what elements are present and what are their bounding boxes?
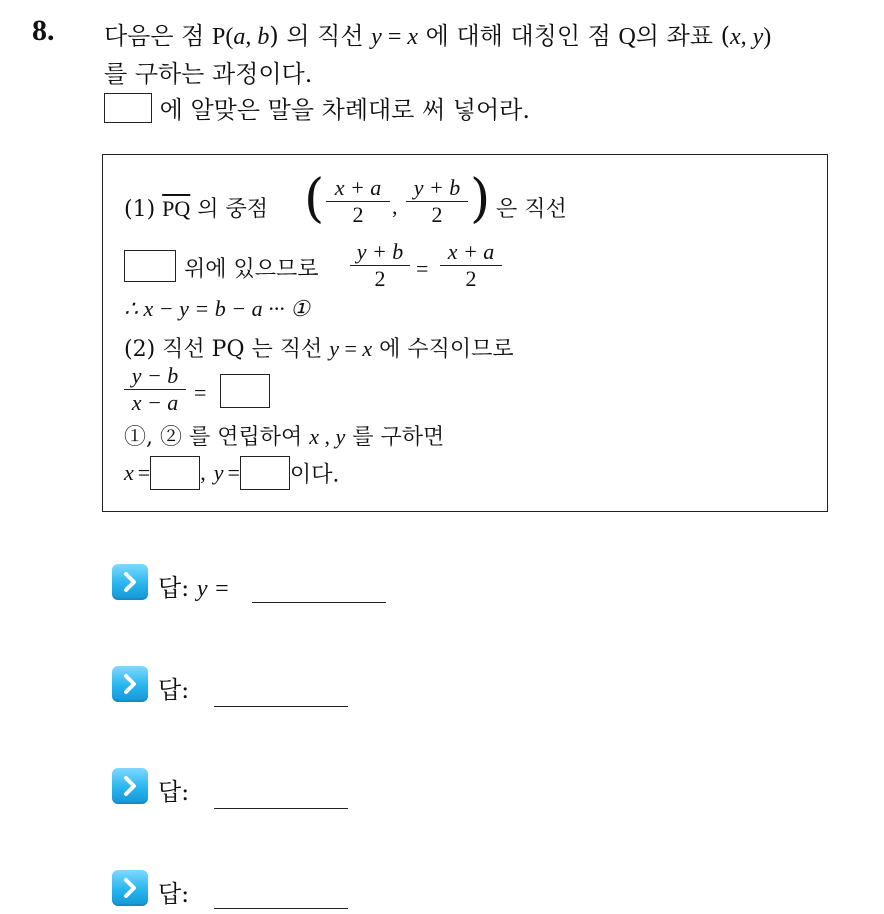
fraction-numerator: x + a bbox=[447, 239, 495, 264]
box-row-7 bbox=[124, 456, 339, 490]
q1-var-x: x bbox=[407, 24, 419, 50]
q1-text-f: ) 의 직선 bbox=[269, 22, 372, 50]
q1-var-y: y bbox=[371, 24, 382, 50]
q1-coord-y: y bbox=[752, 24, 764, 50]
box-row-2-text: 위에 있으므로 bbox=[184, 257, 319, 282]
q1-text-l: 의 좌표 ( bbox=[635, 22, 730, 50]
answer-4: 답: bbox=[158, 880, 190, 908]
fraction-numerator: x + a bbox=[334, 175, 382, 200]
row-7-equals-2: = bbox=[227, 460, 240, 485]
row-4-equals: = bbox=[339, 336, 363, 361]
fraction-numerator: y + b bbox=[356, 239, 404, 264]
chevron-right-icon bbox=[112, 768, 148, 804]
question-line-3-text: 에 알맞은 말을 차례대로 써 넣어라. bbox=[159, 96, 530, 124]
question-line-2: 를 구하는 과정이다. bbox=[104, 60, 313, 88]
q1-var-b: b bbox=[257, 24, 270, 50]
q1-coord-x: x bbox=[729, 24, 741, 50]
row-6-text: ①, ② 를 연립하여 bbox=[124, 425, 310, 450]
fraction-numerator: y − b bbox=[131, 363, 179, 388]
answer-line-2[interactable] bbox=[214, 706, 348, 707]
blank-box-x bbox=[150, 456, 200, 490]
q1-var-a: a bbox=[233, 24, 246, 50]
q1-close-paren: ) bbox=[763, 24, 772, 50]
question-number: 8. bbox=[32, 14, 55, 47]
answer-2: 답: bbox=[158, 676, 190, 704]
q1-coord-comma: , bbox=[740, 24, 753, 50]
fraction-slope bbox=[124, 364, 186, 415]
answer-line-4[interactable] bbox=[214, 908, 348, 909]
row-7-var-y: y bbox=[213, 460, 224, 485]
step-2-text: (2) 직선 PQ 는 직선 bbox=[124, 337, 330, 362]
answer-1 bbox=[158, 568, 230, 603]
row-5-equals: = bbox=[194, 380, 207, 405]
row-4-var-x: x bbox=[362, 336, 373, 361]
fraction-x-plus-a bbox=[326, 176, 390, 227]
chevron-right-icon bbox=[112, 870, 148, 906]
fraction-denominator: 2 bbox=[431, 202, 443, 227]
midpoint-comma: , bbox=[392, 194, 398, 219]
row-7-end: 이다. bbox=[289, 462, 340, 488]
blank-box-line bbox=[124, 250, 176, 282]
answer-line-1[interactable] bbox=[252, 602, 386, 603]
row-6-var-y: y bbox=[335, 424, 346, 449]
answer-label: 답: bbox=[158, 574, 190, 602]
box-row-1-prefix bbox=[124, 192, 268, 223]
close-paren: ) bbox=[470, 169, 491, 229]
question-line-1 bbox=[104, 16, 771, 51]
row-4-var-y: y bbox=[329, 336, 339, 361]
blank-box-y bbox=[240, 456, 290, 490]
row-6-var-x: x bbox=[309, 424, 319, 449]
fraction-y-plus-b-2 bbox=[350, 240, 410, 291]
chevron-right-icon bbox=[112, 666, 148, 702]
box-row-4 bbox=[124, 332, 514, 363]
fraction-denominator: 2 bbox=[352, 202, 364, 227]
blank-box-slope bbox=[220, 374, 270, 408]
answer-3: 답: bbox=[158, 778, 190, 806]
fraction-denominator: 2 bbox=[374, 266, 386, 291]
fraction-numerator: y + b bbox=[413, 175, 461, 200]
segment-pq: $\overline{PQ}$ bbox=[162, 196, 191, 221]
row-7-comma: , bbox=[200, 460, 206, 485]
q1-text-j: 에 대해 대칭인 점 bbox=[418, 22, 619, 50]
blank-box-legend bbox=[104, 93, 152, 123]
answer-line-3[interactable] bbox=[214, 808, 348, 809]
midpoint-text: 의 중점 bbox=[190, 197, 269, 222]
open-paren: ( bbox=[304, 169, 325, 229]
row-4-suffix: 에 수직이므로 bbox=[372, 337, 514, 362]
row-6-comma: , bbox=[319, 424, 336, 449]
row-7-var-x: x bbox=[124, 460, 134, 485]
row-6-suffix: 를 구하면 bbox=[345, 425, 445, 450]
fraction-denominator: 2 bbox=[465, 266, 477, 291]
fraction-x-plus-a-2 bbox=[440, 240, 502, 291]
q1-point-q: Q bbox=[618, 24, 636, 50]
q1-equals: = bbox=[381, 24, 408, 50]
fraction-denominator: x − a bbox=[131, 390, 179, 415]
step-1-label: (1) bbox=[124, 197, 163, 222]
q1-text-a: 다음은 점 bbox=[104, 22, 212, 50]
box-row-6 bbox=[124, 420, 444, 451]
answer-prefix: y = bbox=[196, 576, 230, 602]
box-row-1-suffix: 은 직선 bbox=[496, 197, 567, 222]
fraction-y-plus-b bbox=[406, 176, 468, 227]
row-2-equals: = bbox=[416, 256, 429, 281]
row-7-equals-1: = bbox=[137, 460, 151, 485]
q1-point-p: P( bbox=[212, 24, 234, 50]
q1-comma: , bbox=[245, 24, 258, 50]
equation-1: ∴ x − y = b − a ··· ① bbox=[124, 296, 310, 321]
question-line-3 bbox=[104, 90, 530, 125]
chevron-right-icon bbox=[112, 564, 148, 600]
